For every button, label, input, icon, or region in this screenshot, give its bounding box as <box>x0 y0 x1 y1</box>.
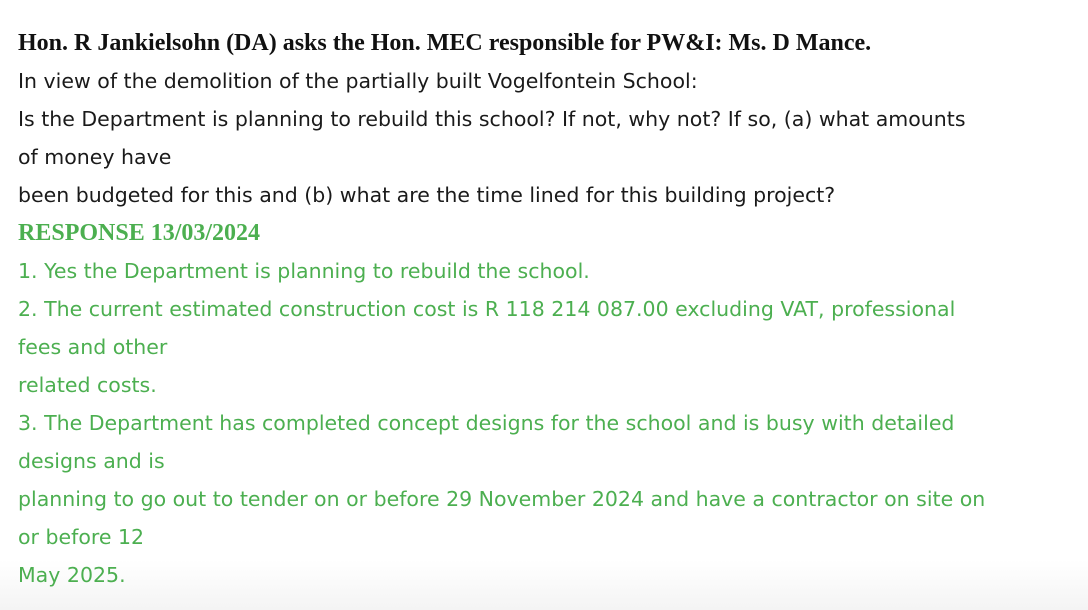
question-line: of money have <box>18 145 172 169</box>
question-heading: Hon. R Jankielsohn (DA) asks the Hon. MEC responsible for PW&I: Ms. D Mance. <box>18 30 872 56</box>
response-line: fees and other <box>18 335 168 359</box>
response-line: related costs. <box>18 373 157 397</box>
response-line: May 2025. <box>18 563 126 587</box>
response-line: or before 12 <box>18 525 145 549</box>
response-line: 3. The Department has completed concept designs for the school and is busy with detailed <box>18 411 955 435</box>
question-line: Is the Department is planning to rebuild this school? If not, why not? If so, (a) what amounts <box>18 107 966 131</box>
response-line: 2. The current estimated construction cost is R 118 214 087.00 excluding VAT, professional <box>18 297 956 321</box>
response-line: planning to go out to tender on or before 29 November 2024 and have a contractor on site on <box>18 487 986 511</box>
response-line: 1. Yes the Department is planning to rebuild the school. <box>18 259 590 283</box>
question-line: In view of the demolition of the partially built Vogelfontein School: <box>18 69 698 93</box>
response-heading: RESPONSE 13/03/2024 <box>18 220 261 246</box>
question-line: been budgeted for this and (b) what are the time lined for this building project? <box>18 183 836 207</box>
response-line: designs and is <box>18 449 165 473</box>
